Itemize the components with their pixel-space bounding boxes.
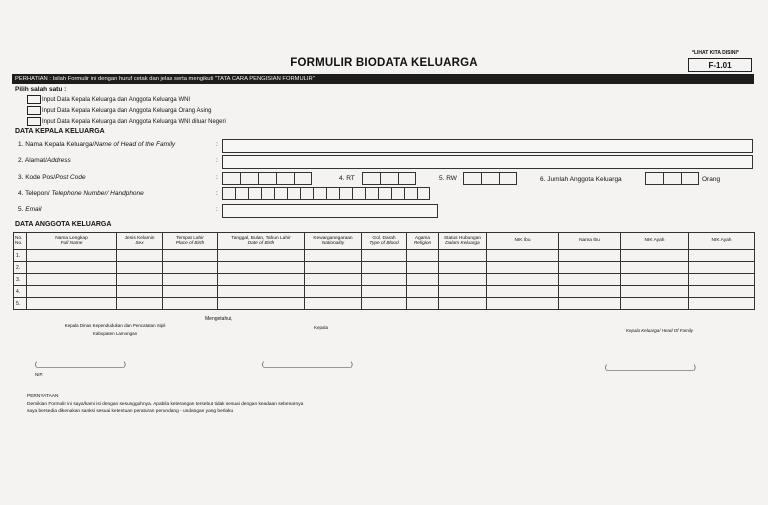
kepala-signature-label: Kepala [314, 325, 329, 330]
members-table [13, 232, 755, 310]
column-header: Nama Ibu [559, 233, 621, 250]
option-wni-checkbox[interactable] [27, 95, 41, 104]
table-cell[interactable] [487, 286, 559, 298]
table-cell[interactable] [407, 286, 439, 298]
address-label: 2. Alamat/Address [18, 157, 71, 164]
column-header: Gol. Darah Type of Blood [362, 233, 407, 250]
table-cell[interactable] [218, 250, 305, 262]
mengetahui-label: Mengetahui, [205, 316, 233, 322]
members-unit: Orang [702, 176, 721, 183]
table-cell[interactable] [621, 250, 689, 262]
table-cell[interactable] [362, 298, 407, 310]
table-cell[interactable] [27, 286, 117, 298]
table-cell[interactable] [163, 286, 218, 298]
table-cell[interactable] [559, 250, 621, 262]
row-number: 2. [14, 262, 27, 274]
table-cell[interactable] [689, 274, 755, 286]
table-cell[interactable] [27, 274, 117, 286]
table-cell[interactable] [559, 262, 621, 274]
table-cell[interactable] [487, 298, 559, 310]
table-header-row [14, 233, 755, 250]
option-luar-negeri-checkbox[interactable] [27, 117, 41, 126]
table-cell[interactable] [305, 262, 362, 274]
table-cell[interactable] [689, 250, 755, 262]
table-cell[interactable] [27, 298, 117, 310]
colon: : [216, 190, 218, 197]
column-header: Tanggal, Bulan, Tahun Lahir Date of Birth [218, 233, 305, 250]
statement-line-1: Demikian Formulir ini saya/kami isi dengan sesungguhnya. Apabila keterangan tersebut tidak sesuai dengan keadaan sebenarnya [27, 402, 304, 407]
table-cell[interactable] [218, 298, 305, 310]
table-cell[interactable] [439, 298, 487, 310]
head-of-family-signature-line[interactable]: (__________________________) [605, 365, 696, 371]
table-cell[interactable] [27, 250, 117, 262]
choice-label: Pilih salah satu : [15, 86, 67, 93]
column-header: Tempat Lahir Place of Birth [163, 233, 218, 250]
rw-label: 5. RW [439, 175, 457, 182]
rw-boxes[interactable] [463, 172, 517, 185]
form-code: F-1.01 [688, 58, 752, 72]
table-row [14, 274, 755, 286]
address-field[interactable] [222, 155, 753, 169]
colon: : [216, 157, 218, 164]
table-cell[interactable] [559, 286, 621, 298]
dinas-signature-label: Kepala Dinas Kependudukan dan Pencatatan Sipil Kabupaten Lamongan [64, 323, 166, 336]
table-cell[interactable] [559, 274, 621, 286]
table-cell[interactable] [218, 262, 305, 274]
table-cell[interactable] [362, 286, 407, 298]
table-row [14, 298, 755, 310]
row-number: 3. [14, 274, 27, 286]
table-cell[interactable] [305, 274, 362, 286]
head-name-field[interactable] [222, 139, 753, 153]
table-cell[interactable] [305, 298, 362, 310]
table-cell[interactable] [439, 262, 487, 274]
nip-label: NIP. [35, 372, 44, 377]
column-header: Kewarganegaraan Nationality [305, 233, 362, 250]
table-cell[interactable] [689, 286, 755, 298]
table-cell[interactable] [407, 274, 439, 286]
table-cell[interactable] [362, 250, 407, 262]
anggota-section-title: DATA ANGGOTA KELUARGA [15, 221, 112, 228]
table-cell[interactable] [621, 298, 689, 310]
table-row [14, 262, 755, 274]
statement-line-2: saya bersedia dikenakan sanksi sesuai ketentuan peraturan perundang - undangan yang berlaku [27, 409, 234, 414]
table-row [14, 286, 755, 298]
postcode-boxes[interactable] [222, 172, 312, 185]
table-cell[interactable] [439, 286, 487, 298]
column-header: NIK Ayah [621, 233, 689, 250]
form-title: FORMULIR BIODATA KELUARGA [290, 57, 478, 69]
table-cell[interactable] [117, 274, 163, 286]
notice-bar: PERHATIAN : Isilah Formulir ini dengan huruf cetak dan jelas serta mengikuti "TATA CARA PENGISIAN FORMULIR" [12, 74, 754, 84]
option-asing[interactable] [27, 106, 211, 115]
table-cell[interactable] [163, 250, 218, 262]
phone-boxes[interactable] [222, 187, 430, 200]
table-cell[interactable] [621, 286, 689, 298]
column-header: NIK Ayah [689, 233, 755, 250]
name-label: 1. Nama Kepala Keluarga/Name of Head of the Family [18, 141, 176, 148]
row-number: 5. [14, 298, 27, 310]
table-cell[interactable] [117, 250, 163, 262]
table-cell[interactable] [163, 298, 218, 310]
column-header: NIK Ibu [487, 233, 559, 250]
table-cell[interactable] [362, 262, 407, 274]
column-header: Nama Lengkap Full Name [27, 233, 117, 250]
colon: : [216, 174, 218, 181]
table-cell[interactable] [362, 274, 407, 286]
statement-title: PERNYATAAN [27, 394, 59, 399]
colon: : [216, 141, 218, 148]
table-cell[interactable] [439, 274, 487, 286]
postcode-label: 3. Kode Pos/Post Code [18, 174, 86, 181]
column-header: Jenis Kelamin Sex [117, 233, 163, 250]
table-cell[interactable] [407, 250, 439, 262]
email-label: 5. Email [18, 206, 42, 213]
rt-label: 4. RT [339, 175, 355, 182]
colon: : [216, 206, 218, 213]
table-cell[interactable] [407, 262, 439, 274]
option-asing-label: Input Data Kepala Keluarga dan Anggota Keluarga Orang Asing [42, 107, 212, 114]
column-header: Agama Religion [407, 233, 439, 250]
table-cell[interactable] [407, 298, 439, 310]
table-cell[interactable] [117, 286, 163, 298]
rt-boxes[interactable] [362, 172, 416, 185]
table-cell[interactable] [305, 250, 362, 262]
column-header: Status Hubungan Dalam Keluarga [439, 233, 487, 250]
table-cell[interactable] [621, 274, 689, 286]
members-boxes[interactable] [645, 172, 699, 185]
table-cell[interactable] [689, 262, 755, 274]
table-cell[interactable] [163, 262, 218, 274]
option-luar-negeri-label: Input Data Kepala Keluarga dan Anggota Keluarga WNI diluar Negeri [42, 118, 226, 125]
see-note: *LIHAT KITA DISINI* [692, 50, 739, 56]
option-luar-negeri[interactable] [27, 117, 226, 126]
table-cell[interactable] [117, 298, 163, 310]
table-cell[interactable] [487, 250, 559, 262]
row-number: 4. [14, 286, 27, 298]
table-row [14, 250, 755, 262]
option-wni-label: Input Data Kepala Keluarga dan Anggota Keluarga WNI [42, 96, 191, 103]
option-asing-checkbox[interactable] [27, 106, 41, 115]
column-header: No. No. [14, 233, 27, 250]
dinas-signature-line[interactable]: (__________________________) [35, 362, 126, 368]
members-label: 6. Jumlah Anggota Keluarga [540, 176, 622, 183]
phone-label: 4. Telepon/ Telephone Number/ Handphone [18, 190, 144, 197]
option-wni[interactable] [27, 95, 190, 104]
table-cell[interactable] [218, 286, 305, 298]
email-field[interactable] [222, 204, 438, 218]
table-cell[interactable] [621, 262, 689, 274]
table-cell[interactable] [218, 274, 305, 286]
kepala-signature-line[interactable]: (__________________________) [262, 362, 353, 368]
table-cell[interactable] [305, 286, 362, 298]
kepala-section-title: DATA KEPALA KELUARGA [15, 128, 105, 135]
row-number: 1. [14, 250, 27, 262]
table-cell[interactable] [559, 298, 621, 310]
table-cell[interactable] [27, 262, 117, 274]
table-cell[interactable] [117, 262, 163, 274]
table-cell[interactable] [163, 274, 218, 286]
table-cell[interactable] [439, 250, 487, 262]
table-cell[interactable] [487, 262, 559, 274]
head-of-family-signature-label: Kepala Keluarga/ Head Of Family [626, 328, 694, 333]
table-cell[interactable] [487, 274, 559, 286]
table-cell[interactable] [689, 298, 755, 310]
